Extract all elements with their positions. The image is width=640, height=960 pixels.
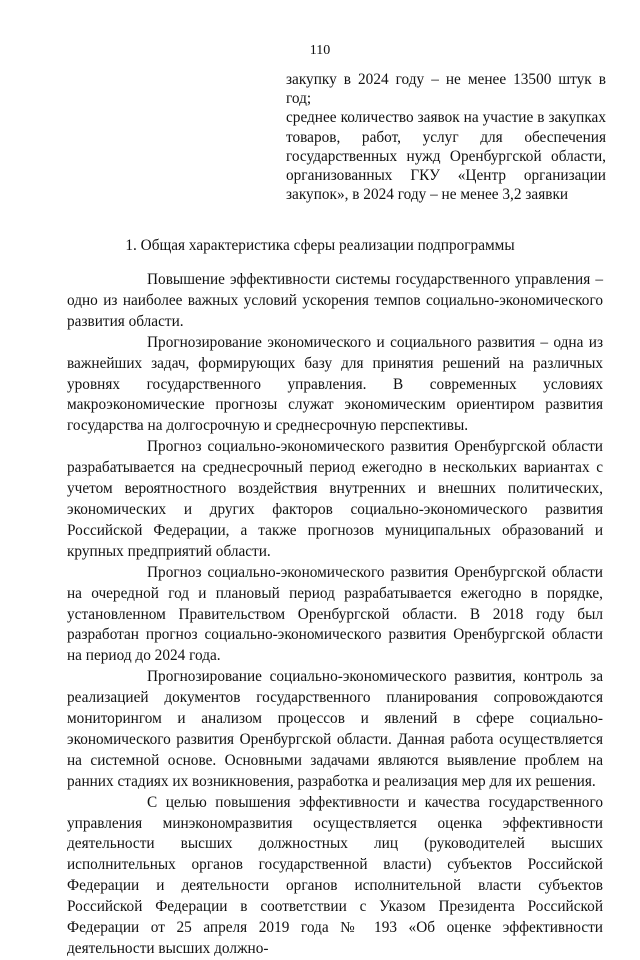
section-body [67,270,603,960]
paragraph-efficiency: Повышение эффективности системы государственного управления – одно из наиболее важных условий ускорения темпов социально-экономического развития области. [67,271,603,330]
section-heading: 1. Общая характеристика сферы реализации подпрограммы [125,237,515,254]
paragraph-forecast-order: Прогноз социально-экономического развития Оренбургской области на очередной год и плановый период разрабатывается ежегодно в порядке, установленном Правительством Оренбургской области. В 2018 году был разработан прогноз социально-экономического развития Оренбургской области на период до 2024 года. [67,563,603,665]
paragraph-evaluation: С целью повышения эффективности и качества государственного управления минэкономразвития осуществляется оценка эффективности деятельности высших должностных лиц (руководителей высших исполнительных органов государственной власти) субъектов Российской Федерации и деятельности органов исполнительной власти субъектов Российской Федерации в соответствии с Указом Президента Российской Федерации от 25 апреля 2019 года № 193 «Об оценке эффективности деятельности высших должно- [67,793,603,957]
paragraph-forecast-development: Прогноз социально-экономического развития Оренбургской области разрабатывается на среднесрочный период ежегодно в нескольких вариантах с учетом вероятностного воздействия внутренних и внешних политических, экономических и других факторов социально-экономического развития Российской Федерации, а также прогнозов муниципальных образований и крупных предприятий области. [67,438,603,560]
paragraph-forecasting: Прогнозирование экономического и социального развития – одна из важнейших задач, формирующих базу для принятия решений на различных уровнях государственного управления. В современных условиях макроэкономические прогнозы служат экономическим ориентиром развития государства на долгосрочную и среднесрочную перспективы. [67,333,603,435]
paragraph-monitoring: Прогнозирование социально-экономического развития, контроль за реализацией документов государственного планирования сопровождаются мониторингом и анализом процессов и явлений в сфере социально-экономического развития Оренбургской области. Данная работа осуществляется на системной основе. Основными задачами являются выявление проблем на ранних стадиях их возникновения, разработка и реализация мер для их решения. [67,668,603,790]
indicator-average-bids: среднее количество заявок на участие в закупках товаров, работ, услуг для обеспечения государственных нужд Оренбургской области, организованных ГКУ «Центр организации закупок», в 2024 году – не менее 3,2 заявки [286,109,606,204]
indicator-purchases-count: закупку в 2024 году – не менее 13500 штук в год; [286,71,606,108]
page-number: 110 [309,43,331,58]
target-indicators-block [286,70,606,204]
